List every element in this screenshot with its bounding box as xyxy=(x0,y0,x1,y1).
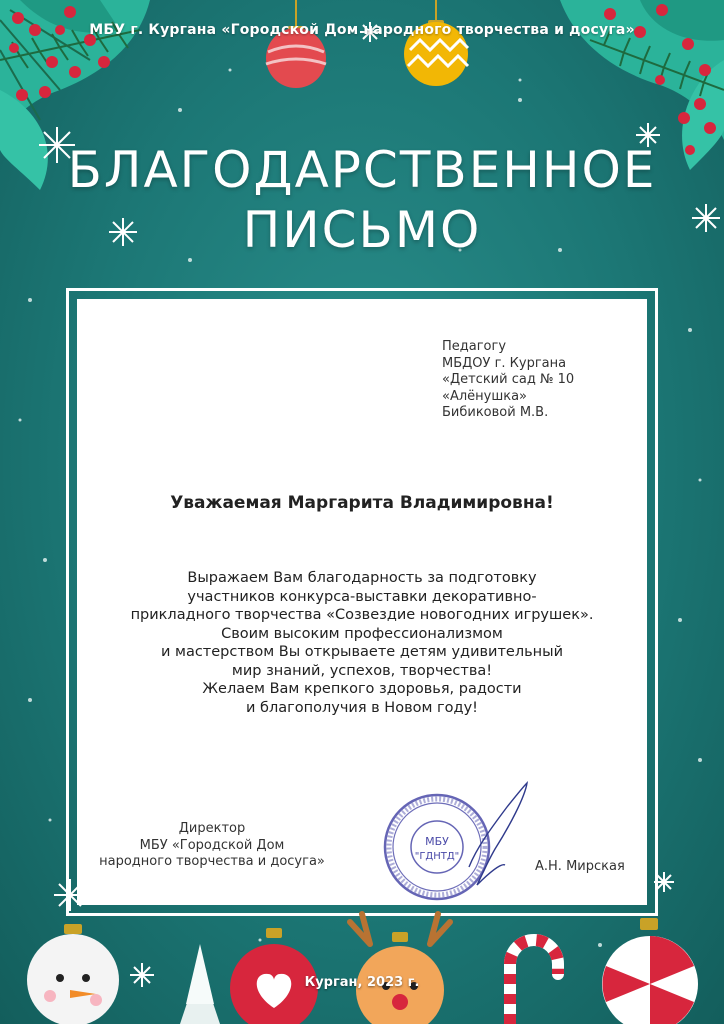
official-stamp xyxy=(377,777,547,907)
body-line: участников конкурса-выставки декоративно- xyxy=(187,588,537,605)
addressee-block xyxy=(442,339,642,422)
position-line: МБУ «Городской Дом xyxy=(139,837,285,853)
position-line: Директор xyxy=(178,821,246,836)
title-line-1: БЛАГОДАРСТВЕННОЕ xyxy=(67,141,657,199)
letter-body xyxy=(117,569,607,717)
addressee-line: «Алёнушка» xyxy=(442,388,528,404)
body-line: Выражаем Вам благодарность за подготовку xyxy=(187,570,537,586)
addressee-line: Педагогу xyxy=(442,339,507,354)
body-line: прикладного творчества «Созвездие новогодних игрушек». xyxy=(130,607,594,623)
body-line: и мастерством Вы открываете детям удивительный xyxy=(160,644,564,660)
bauble-red-top xyxy=(266,0,326,88)
signatory-position xyxy=(87,821,337,871)
reindeer-bauble xyxy=(350,914,450,1024)
organization-header: МБУ г. Кургана «Городской Дом народного творчества и досуга» xyxy=(89,22,635,38)
greeting: Уважаемая Маргарита Владимировна! xyxy=(170,493,554,513)
body-line: Своим высоким профессионализмом xyxy=(221,625,503,642)
bauble-yellow-top xyxy=(404,0,468,86)
body-line: мир знаний, успехов, творчества! xyxy=(231,662,493,679)
letter-card xyxy=(77,299,647,905)
peppermint-bauble xyxy=(602,918,698,1024)
stamp-text-2: "ГДНТД" xyxy=(414,851,460,862)
position-line: народного творчества и досуга» xyxy=(99,854,325,869)
addressee-line: МБДОУ г. Кургана xyxy=(442,355,567,371)
bottom-decorations xyxy=(0,904,724,1024)
addressee-line: Бибиковой М.В. xyxy=(442,405,549,420)
stamp-text-1: МБУ xyxy=(425,835,449,848)
addressee-line: «Детский сад № 10 xyxy=(442,372,575,387)
footer-city-year: Курган, 2023 г. xyxy=(304,975,420,990)
title-line-2: ПИСЬМО xyxy=(242,201,482,259)
snowman-bauble xyxy=(27,924,119,1024)
body-line: Желаем Вам крепкого здоровья, радости xyxy=(202,681,522,697)
body-line: и благополучия в Новом году! xyxy=(246,699,478,716)
signatory-name: А.Н. Мирская xyxy=(535,859,625,874)
document-title xyxy=(0,140,724,260)
